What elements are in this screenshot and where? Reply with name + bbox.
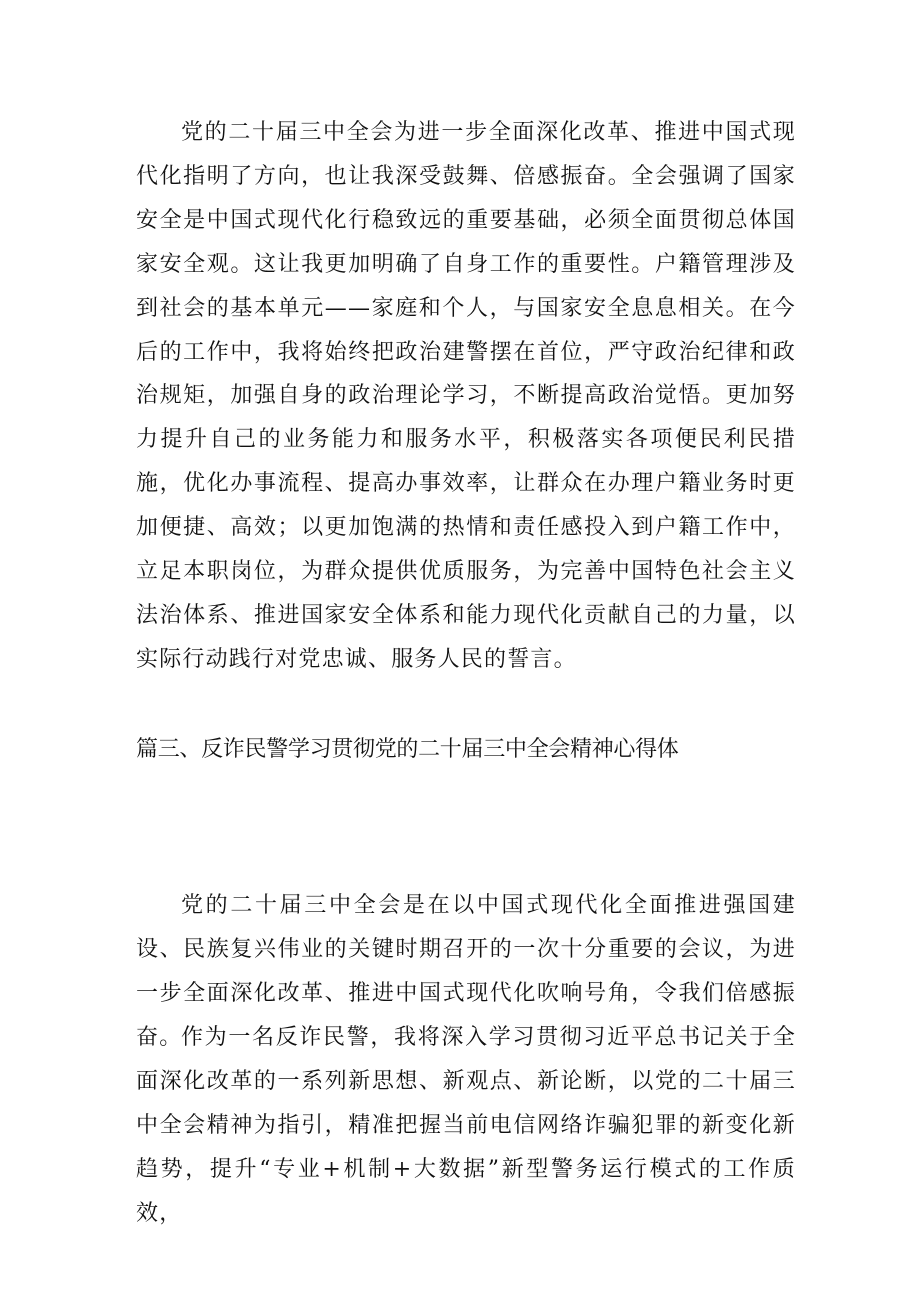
section-heading: 篇三、反诈民警学习贯彻党的二十届三中全会精神心得体: [136, 737, 679, 762]
body-paragraph-anti-fraud: 作为一名反诈民警，我将深入学习贯彻习近平总书记关于全面深化改革的一系列新思想、新观点、新论断，以党的二十届三中全会精神为指引，精准把握当前电信网络诈骗犯罪的新变化新趋势，提升“专业+机制+大数据”新型警务运行模式的工作质效，: [136, 1025, 796, 1226]
body-paragraph-household-registration: 党的二十届三中全会为进一步全面深化改革、推进中国式现代化指明了方向，也让我深受鼓舞、倍感振奋。全会强调了国家安全是中国式现代化行稳致远的重要基础，必须全面贯彻总体国家安全观。这让我更加明确了自身工作的重要性。户籍管理涉及到社会的基本单元——家庭和个人，与国家安全息息相关。在今后的工作中，我将始终把政治建警摆在首位，严守政治纪律和政治规矩，加强自身的政治理论学习，不断提高政治觉悟。更加努力提升自己的业务能力和服务水平，积极落实各项便民利民措施，优化办事流程、提高办事效率，让群众在办理户籍业务时更加便捷、高效；以更加饱满的热情和责任感投入到户籍工作中，立足本职岗位，为群众提供优质服务，为完善中国特色社会主义法治体系、推进国家安全体系和能力现代化贡献自己的力量，以实际行动践行对党忠诚、服务人民的誓言。: [136, 120, 796, 672]
body-paragraph-plenum-intro: 党的二十届三中全会是在以中国式现代化全面推进强国建设、民族复兴伟业的关键时期召开的一次十分重要的会议，为进一步全面深化改革、推进中国式现代化吹响号角，令我们倍感振奋。: [136, 893, 796, 1050]
